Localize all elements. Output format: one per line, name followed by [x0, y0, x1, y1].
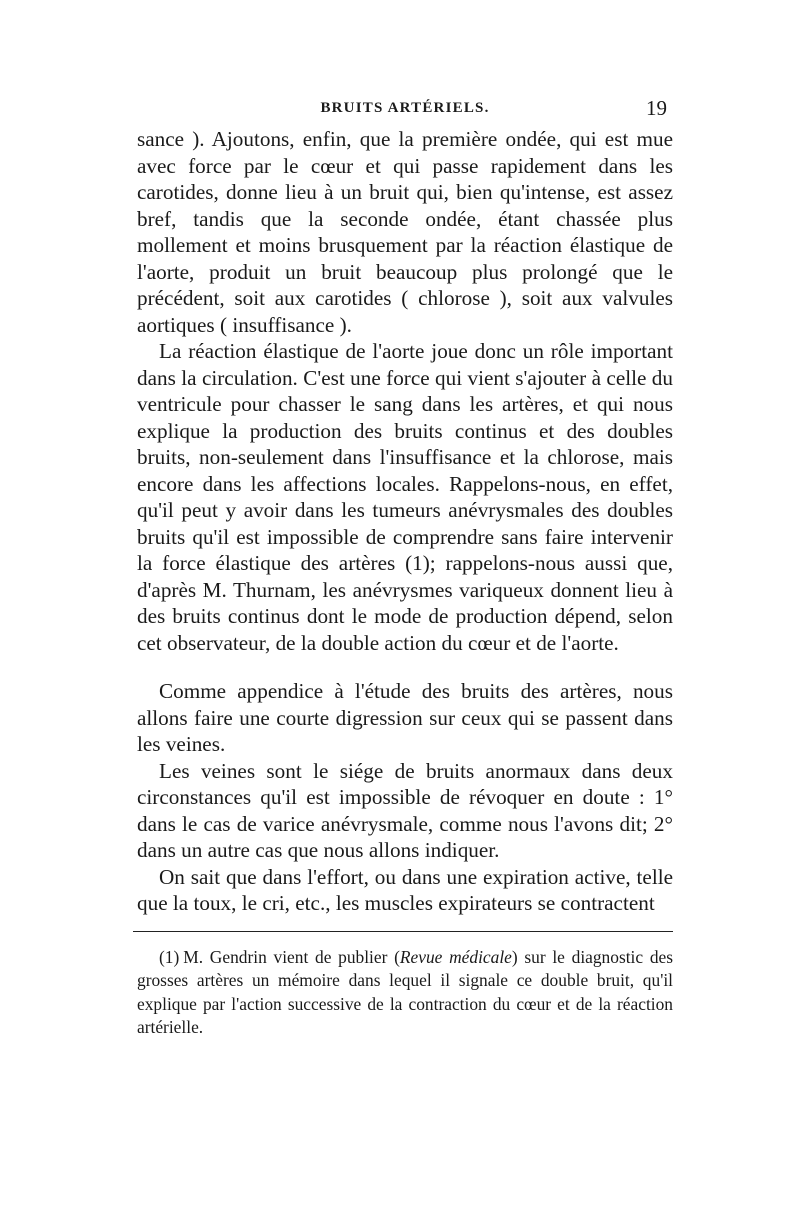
footnote-journal-title: Revue médicale [399, 946, 512, 967]
paragraph-veins-appendix: Comme appendice à l'étude des bruits des artères, nous allons faire une courte digression sur ceux qui se passent dans les veines. [137, 679, 673, 756]
running-header [137, 92, 673, 124]
footnote-marker: (1) [159, 946, 180, 967]
paragraph-effort-expiration: On sait que dans l'effort, ou dans une expiration active, telle que la toux, le cri, etc., les muscles expirateurs se contractent [137, 864, 673, 915]
paragraph-continuation: sance ). Ajoutons, enfin, que la première ondée, qui est mue avec force par le cœur et qui passe rapidement dans les carotides, donne lieu à un bruit qui, bien qu'intense, est assez bref, tandis que la seconde ondée, étant chassée plus mollement et moins brusquement par la réaction élastique de l'aorte, produit un bruit beaucoup plus prolongé que le précédent, soit aux carotides ( chlorose ), soit aux valvules aortiques ( insuffisance ). [137, 127, 673, 337]
running-title: BRUITS ARTÉRIELS. [320, 100, 490, 116]
document-page [137, 92, 673, 1057]
paragraph-aortic-reaction: La réaction élastique de l'aorte joue donc un rôle important dans la circulation. C'est une force qui vient s'ajouter à celle du ventricule pour chasser le sang dans les artères, et qui nous explique la production des bruits continus et des doubles bruits, non-seulement dans l'insuffisance et la chlorose, mais encore dans les affections locales. Rappelons-nous, en effet, qu'il peut y avoir dans les tumeurs anévrysmales des doubles bruits qu'il est impossible de comprendre sans faire intervenir la force élastique des artères (1); rappelons-nous aussi que, d'après M. Thurnam, les anévrysmes variqueux donnent lieu à des bruits continus dont le mode de production dépend, selon cet observateur, de la double action du cœur et de l'aorte. [137, 339, 673, 655]
paragraph-veins-circumstances: Les veines sont le siége de bruits anormaux dans deux circonstances qu'il est impossible de révoquer en doute : 1° dans le cas de varice anévrysmale, comme nous l'avons dit; 2° dans un autre cas que nous allons indiquer. [137, 758, 673, 862]
footnote-text-end: ) sur le diagnostic des grosses artères un mémoire dans lequel il signale ce double bruit, qu'il explique par l'action successive de la contraction du cœur et de la réaction artérielle. [137, 946, 674, 1038]
body-text [137, 126, 673, 917]
page-number: 19 [646, 96, 667, 120]
footnote-separator [133, 931, 673, 932]
footnote [137, 946, 673, 1040]
footnote-text-start: M. Gendrin vient de publier ( [183, 946, 400, 967]
